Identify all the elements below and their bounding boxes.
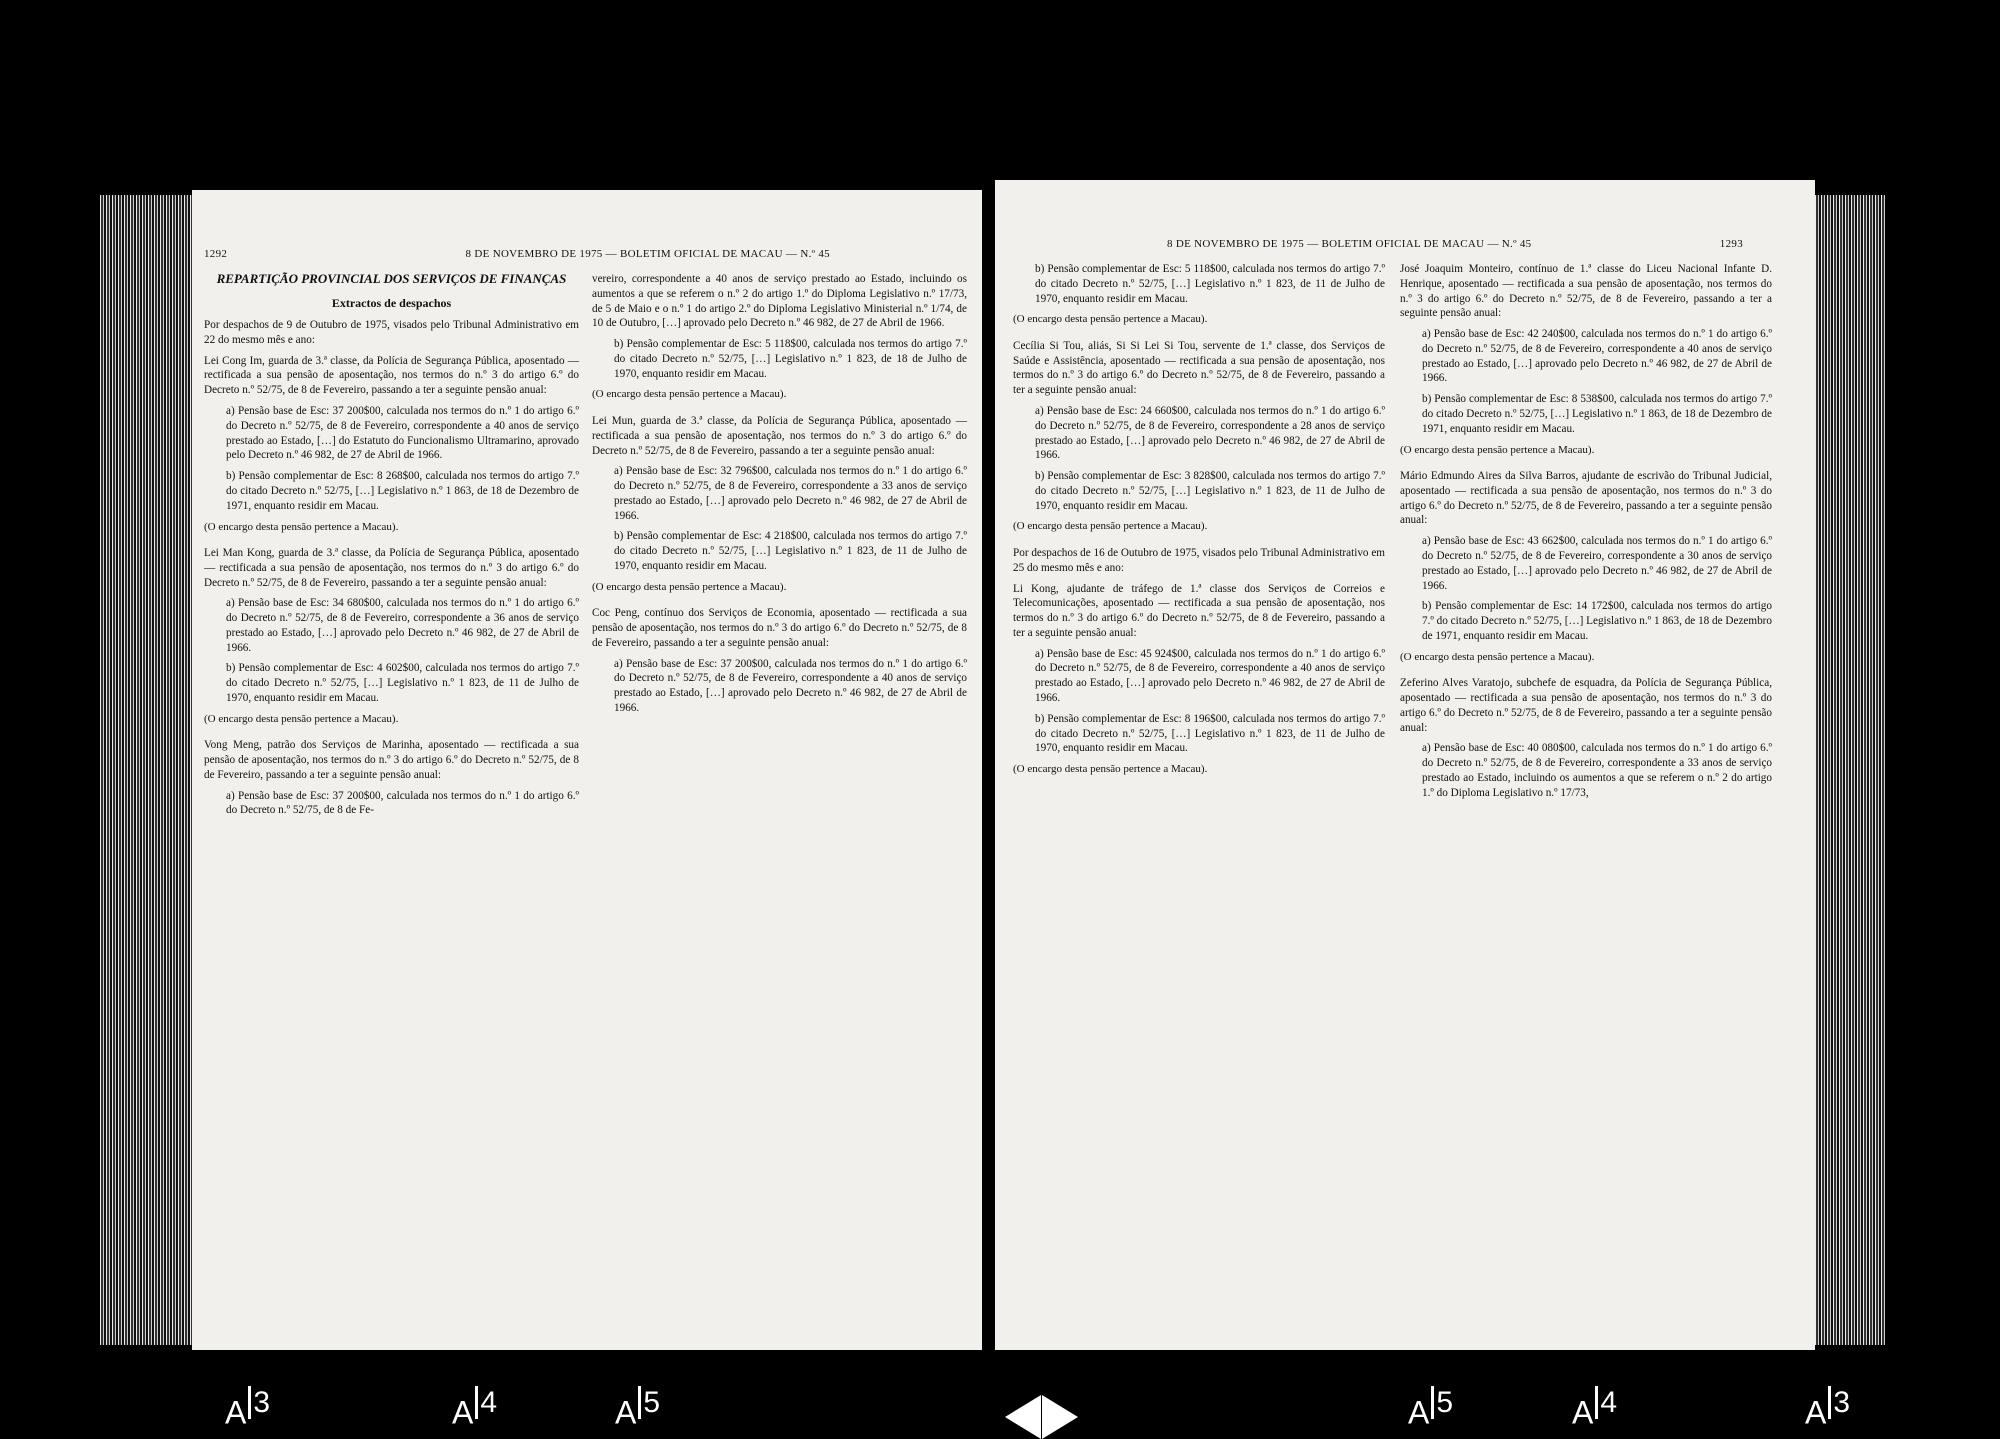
paragraph: b) Pensão complementar de Esc: 5 118$00, calculada nos termos do artigo 7.º do citado Decreto n.º 52/75, […] Legislativo n.º 1 823, de 11 de Julho de 1970, enquanto residir em Macau. [1035,263,1385,305]
right-column-2 [1400,262,1772,806]
film-mark [1805,1386,1850,1432]
paragraph: a) Pensão base de Esc: 45 924$00, calculada nos termos do n.º 1 do artigo 6.º do Decreto n.º 52/75, de 8 de Fevereiro, correspondente a 40 anos de serviço prestado ao Estado, […] aprovado pelo Decreto n.º 46 982, de 27 de Abril de 1966. [1035,647,1385,704]
film-mark-letter: A [1805,1395,1827,1431]
film-mark-letter: A [452,1395,474,1431]
paragraph: a) Pensão base de Esc: 40 080$00, calculada nos termos do n.º 1 do artigo 6.º do Decreto n.º 52/75, de 8 de Fevereiro, correspondente a 33 anos de serviço prestado ao Estado, incluindo os aumentos a que se referem o n.º 2 do artigo 1.º do Diploma Legislativo n.º 17/73, [1422,742,1772,799]
paragraph: Cecília Si Tou, aliás, Si Si Lei Si Tou, servente de 1.ª classe, dos Serviços de Saúde e Assistência, aposentado — rectificada a sua pensão de aposentação, nos termos do n.º 3 do artigo 6.º do Decreto n.º 52/75, de 8 de Fevereiro, passando a ter a seguinte pensão anual: [1013,339,1385,397]
page-edges-right [1815,195,1885,1345]
film-mark-letter: A [1572,1395,1594,1431]
paragraph: b) Pensão complementar de Esc: 8 538$00, calculada nos termos do artigo 7.º do citado Decreto n.º 52/75, […] Legislativo n.º 1 863, de 18 de Dezembro de 1971, enquanto residir em Macau. [1422,393,1772,435]
paragraph: b) Pensão complementar de Esc: 14 172$00, calculada nos termos do artigo 7.º do citado Decreto n.º 52/75, […] Legislativo n.º 1 863, de 18 de Dezembro de 1971, enquanto residir em Macau. [1422,600,1772,642]
paragraphs [204,318,579,818]
paragraph: (O encargo desta pensão pertence a Macau). [1013,313,1208,326]
film-mark-letter: A [615,1395,637,1431]
left-running-head: 8 DE NOVEMBRO DE 1975 — BOLETIM OFICIAL DE MACAU — N.º 45 [465,248,830,260]
paragraph: Mário Edmundo Aires da Silva Barros, ajudante de escrivão do Tribunal Judicial, aposentado — rectificada a sua pensão de aposentação, nos termos do n.º 3 do artigo 6.º do Decreto n.º 52/75, de 8 de Fevereiro, passando a ter a seguinte pensão anual: [1400,470,1772,527]
paragraph: Por despachos de 16 de Outubro de 1975, visados pelo Tribunal Administrativo em 25 do mesmo mês e ano: [1013,546,1385,574]
paragraph: a) Pensão base de Esc: 37 200$00, calculada nos termos do n.º 1 do artigo 6.º do Decreto n.º 52/75, de 8 de Fevereiro, correspondente a 40 anos de serviço prestado ao Estado, […] aprovado pelo Decreto n.º 46 982, de 27 de Abril de 1966. [614,657,967,714]
film-arrow-right-icon [1042,1395,1078,1439]
left-column-1 [204,272,579,824]
paragraphs [1013,262,1385,777]
film-mark-number: 4 [475,1386,497,1419]
paragraph: Por despachos de 9 de Outubro de 1975, visados pelo Tribunal Administrativo em 22 do mesmo mês e ano: [204,319,579,346]
department-heading: REPARTIÇÃO PROVINCIAL DOS SERVIÇOS DE FINANÇAS [216,271,567,286]
paragraph: a) Pensão base de Esc: 24 660$00, calculada nos termos do n.º 1 do artigo 6.º do Decreto n.º 52/75, de 8 de Fevereiro, correspondente a 28 anos de serviço prestado ao Estado, […] aprovado pelo Decreto n.º 46 982, de 27 de Abril de 1966. [1035,404,1385,462]
film-mark [225,1386,270,1432]
paragraphs [1400,262,1772,800]
paragraph: Li Kong, ajudante de tráfego de 1.ª classe dos Serviços de Correios e Telecomunicações, aposentado — rectificada a sua pensão de aposentação, nos termos do n.º 3 do artigo 6.º do Decreto n.º 52/75, de 8 de Fevereiro, passando a ter a seguinte pensão anual: [1013,582,1385,639]
paragraph: a) Pensão base de Esc: 34 680$00, calculada nos termos do n.º 1 do artigo 6.º do Decreto n.º 52/75, de 8 de Fevereiro, correspondente a 36 anos de serviço prestado ao Estado, […] aprovado pelo Decreto n.º 46 982, de 27 de Abril de 1966. [226,597,579,654]
paragraph: (O encargo desta pensão pertence a Macau). [1400,650,1595,663]
paragraph: (O encargo desta pensão pertence a Macau). [592,388,787,401]
paragraph: (O encargo desta pensão pertence a Macau). [592,580,787,593]
paragraph: Lei Man Kong, guarda de 3.ª classe, da Polícia de Segurança Pública, aposentado — rectificada a sua pensão de aposentação, nos termos do n.º 3 do artigo 6.º do Decreto n.º 52/75, de 8 de Fevereiro, passando a ter a seguinte pensão anual: [204,547,579,589]
film-mark [1408,1386,1453,1432]
right-column-1 [1013,262,1385,789]
film-mark [615,1386,660,1432]
paragraph: Zeferino Alves Varatojo, subchefe de esquadra, da Polícia de Segurança Pública, aposentado — rectificada a sua pensão de aposentação, nos termos do n.º 3 do artigo 6.º do Decreto n.º 52/75, de 8 de Fevereiro, passando a ter a seguinte pensão anual: [1400,677,1772,734]
paragraph: Coc Peng, contínuo dos Serviços de Economia, aposentado — rectificada a sua pensão de aposentação, nos termos do n.º 3 do artigo 6.º do Decreto n.º 52/75, de 8 de Fevereiro, passando a ter a seguinte pensão anual: [592,607,967,649]
paragraph: (O encargo desta pensão pertence a Macau). [1400,443,1595,456]
paragraph: (O encargo desta pensão pertence a Macau). [1013,763,1208,776]
right-page [995,180,1815,1350]
paragraph: Vong Meng, patrão dos Serviços de Marinha, aposentado — rectificada a sua pensão de aposentação, nos termos do n.º 3 do artigo 6.º do Decreto n.º 52/75, de 8 de Fevereiro, passando a ter a seguinte pensão anual: [204,739,579,781]
paragraph: vereiro, correspondente a 40 anos de serviço prestado ao Estado, incluindo os aumentos a que se referem o n.º 2 do artigo 1.º do Diploma Legislativo n.º 17/73, de 5 de Maio e o n.º 1 do artigo 2.º do Diploma Legislativo Ministerial n.º 1/74, de 10 de Outubro, […] aprovado pelo Decreto n.º 46 982, de 27 de Abril de 1966. [592,273,967,330]
paragraph: (O encargo desta pensão pertence a Macau). [204,520,399,533]
film-mark [1572,1386,1617,1432]
section-heading: Extractos de despachos [331,296,452,311]
film-mark-number: 5 [638,1386,660,1419]
left-column-2 [592,272,967,722]
film-strip [0,1378,2000,1438]
film-mark-letter: A [1408,1395,1430,1431]
left-page-header [204,248,970,260]
film-mark-number: 5 [1431,1386,1453,1419]
paragraph: Lei Cong Im, guarda de 3.ª classe, da Polícia de Segurança Pública, aposentado — rectificada a sua pensão de aposentação, nos termos do n.º 3 do artigo 6.º do Decreto n.º 52/75, de 8 de Fevereiro, passando a ter a seguinte pensão anual: [204,354,579,397]
left-page [192,190,982,1350]
film-mark-number: 3 [1828,1386,1850,1419]
paragraph: a) Pensão base de Esc: 37 200$00, calculada nos termos do n.º 1 do artigo 6.º do Decreto n.º 52/75, de 8 de Fe- [226,789,579,817]
left-page-number: 1292 [204,248,228,260]
page-edges-left [100,195,192,1345]
paragraph: b) Pensão complementar de Esc: 8 268$00, calculada nos termos do artigo 7.º do citado Decreto n.º 52/75, […] Legislativo n.º 1 863, de 18 de Dezembro de 1971, enquanto residir em Macau. [226,470,579,512]
right-page-number: 1293 [1719,238,1743,250]
film-mark-number: 4 [1595,1386,1617,1419]
paragraph: a) Pensão base de Esc: 42 240$00, calculada nos termos do n.º 1 do artigo 6.º do Decreto n.º 52/75, de 8 de Fevereiro, correspondente a 40 anos de serviço prestado ao Estado, […] aprovado pelo Decreto n.º 46 982, de 27 de Abril de 1966. [1422,328,1772,385]
paragraph: a) Pensão base de Esc: 37 200$00, calculada nos termos do n.º 1 do artigo 6.º do Decreto n.º 52/75, de 8 de Fevereiro, correspondente a 40 anos de serviço prestado ao Estado, […] do Estatuto do Funcionalismo Ultramarino, aprovado pelo Decreto n.º 46 982, de 27 de Abril de 1966. [226,405,579,462]
paragraph: a) Pensão base de Esc: 32 796$00, calculada nos termos do n.º 1 do artigo 6.º do Decreto n.º 52/75, de 8 de Fevereiro, correspondente a 33 anos de serviço prestado ao Estado, […] aprovado pelo Decreto n.º 46 982, de 27 de Abril de 1966. [614,465,967,522]
film-arrow-left-icon [1005,1395,1041,1439]
paragraphs [592,272,967,716]
book-gutter [982,185,995,1355]
paragraph: José Joaquim Monteiro, contínuo de 1.ª classe do Liceu Nacional Infante D. Henrique, aposentado — rectificada a sua pensão de aposentação, nos termos do n.º 3 do artigo 6.º do Decreto n.º 52/75, de 8 de Fevereiro, passando a ter a seguinte pensão anual: [1400,263,1772,320]
film-mark [452,1386,497,1432]
paragraph: (O encargo desta pensão pertence a Macau). [1013,520,1208,533]
paragraph: b) Pensão complementar de Esc: 4 218$00, calculada nos termos do artigo 7.º do citado Decreto n.º 52/75, […] Legislativo n.º 1 823, de 11 de Julho de 1970, enquanto residir em Macau. [614,530,967,573]
paragraph: Lei Mun, guarda de 3.ª classe, da Polícia de Segurança Pública, aposentado — rectificada a sua pensão de aposentação, nos termos do n.º 3 do artigo 6.º do Decreto n.º 52/75, de 8 de Fevereiro, passando a ter a seguinte pensão anual: [592,414,967,457]
paragraph: b) Pensão complementar de Esc: 4 602$00, calculada nos termos do artigo 7.º do citado Decreto n.º 52/75, […] Legislativo n.º 1 823, de 11 de Julho de 1970, enquanto residir em Macau. [226,662,579,705]
paragraph: b) Pensão complementar de Esc: 8 196$00, calculada nos termos do artigo 7.º do citado Decreto n.º 52/75, […] Legislativo n.º 1 823, de 11 de Julho de 1970, enquanto residir em Macau. [1035,712,1385,755]
right-running-head: 8 DE NOVEMBRO DE 1975 — BOLETIM OFICIAL DE MACAU — N.º 45 [1167,238,1532,250]
paragraph: b) Pensão complementar de Esc: 3 828$00, calculada nos termos do artigo 7.º do citado Decreto n.º 52/75, […] Legislativo n.º 1 823, de 11 de Julho de 1970, enquanto residir em Macau. [1035,470,1385,512]
film-mark-number: 3 [248,1386,270,1419]
film-mark-letter: A [225,1395,247,1431]
paragraph: (O encargo desta pensão pertence a Macau). [204,712,399,725]
right-page-header [1007,238,1803,250]
paragraph: b) Pensão complementar de Esc: 5 118$00, calculada nos termos do artigo 7.º do citado Decreto n.º 52/75, […] Legislativo n.º 1 823, de 18 de Julho de 1970, enquanto residir em Macau. [614,338,967,380]
paragraph: a) Pensão base de Esc: 43 662$00, calculada nos termos do n.º 1 do artigo 6.º do Decreto n.º 52/75, de 8 de Fevereiro, correspondente a 30 anos de serviço prestado ao Estado, […] aprovado pelo Decreto n.º 46 982, de 27 de Abril de 1966. [1422,535,1772,592]
